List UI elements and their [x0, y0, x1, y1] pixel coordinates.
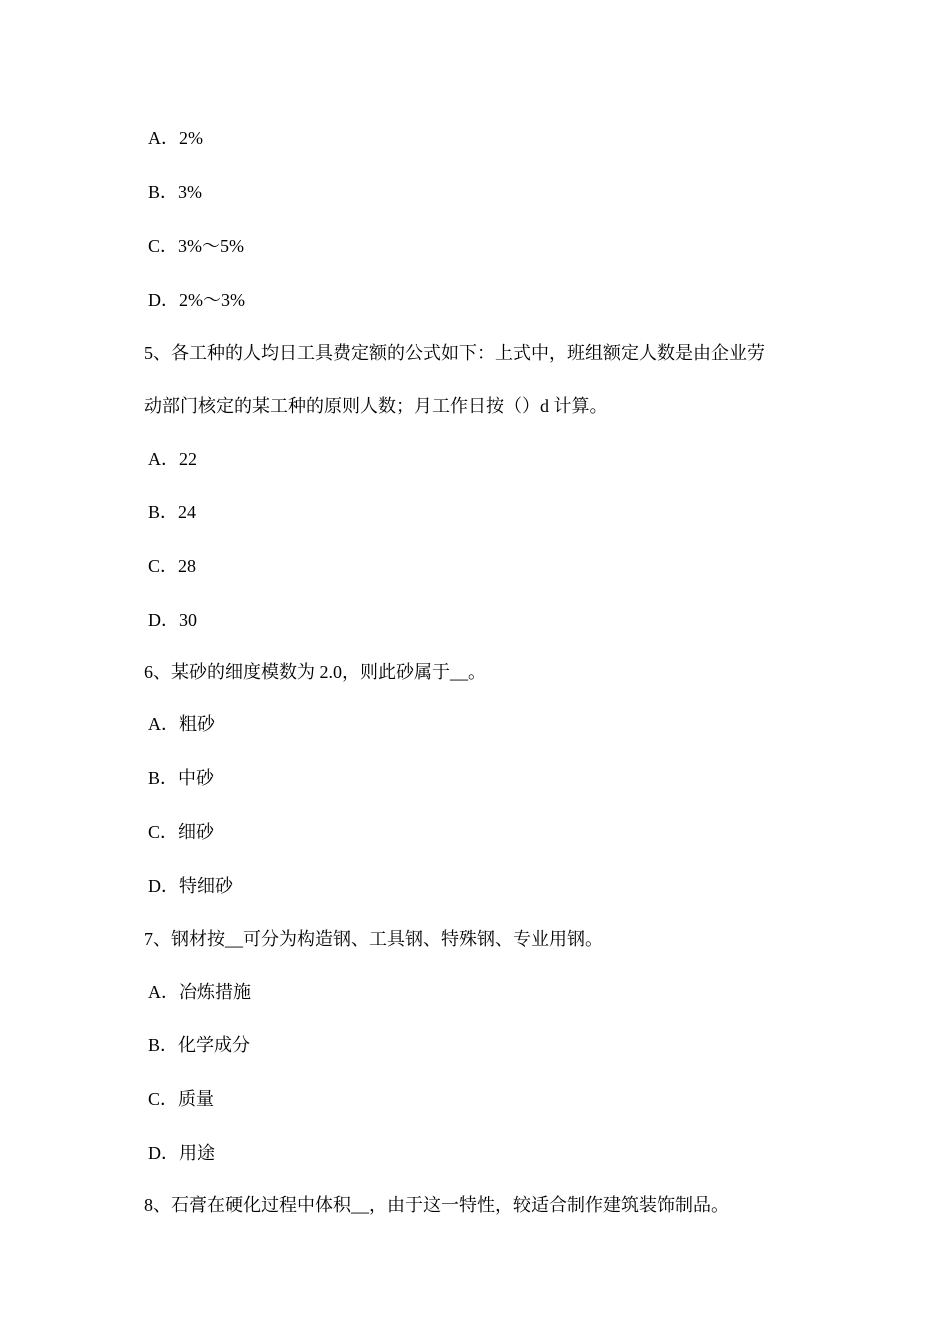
q6-option-d: D．特细砂: [148, 876, 233, 896]
q5-stem-line-2: 动部门核定的某工种的原则人数；月工作日按（）d 计算。: [144, 396, 608, 416]
q5-option-c: C．28: [148, 556, 197, 576]
q5-stem-line-1: 5、各工种的人均日工具费定额的公式如下：上式中，班组额定人数是由企业劳: [144, 343, 765, 363]
q4-option-a: A．2%: [148, 128, 203, 148]
q5-option-a: A．22: [148, 449, 197, 469]
q5-option-d: D．30: [148, 610, 197, 630]
q5-option-b: B．24: [148, 502, 197, 522]
q4-option-b: B．3%: [148, 182, 202, 202]
q8-stem: 8、石膏在硬化过程中体积__，由于这一特性，较适合制作建筑装饰制品。: [144, 1195, 729, 1215]
q4-option-d: D．2%～3%: [148, 290, 245, 310]
q7-option-b: B．化学成分: [148, 1035, 251, 1055]
q7-option-a: A．冶炼措施: [148, 982, 251, 1002]
q7-option-d: D．用途: [148, 1143, 215, 1163]
q6-option-c: C．细砂: [148, 822, 215, 842]
q7-stem: 7、钢材按__可分为构造钢、工具钢、特殊钢、专业用钢。: [144, 929, 603, 949]
q7-option-c: C．质量: [148, 1089, 215, 1109]
q6-option-a: A．粗砂: [148, 714, 215, 734]
q6-stem: 6、某砂的细度模数为 2.0，则此砂属于__。: [144, 662, 486, 682]
q4-option-c: C．3%～5%: [148, 236, 244, 256]
q6-option-b: B．中砂: [148, 768, 215, 788]
